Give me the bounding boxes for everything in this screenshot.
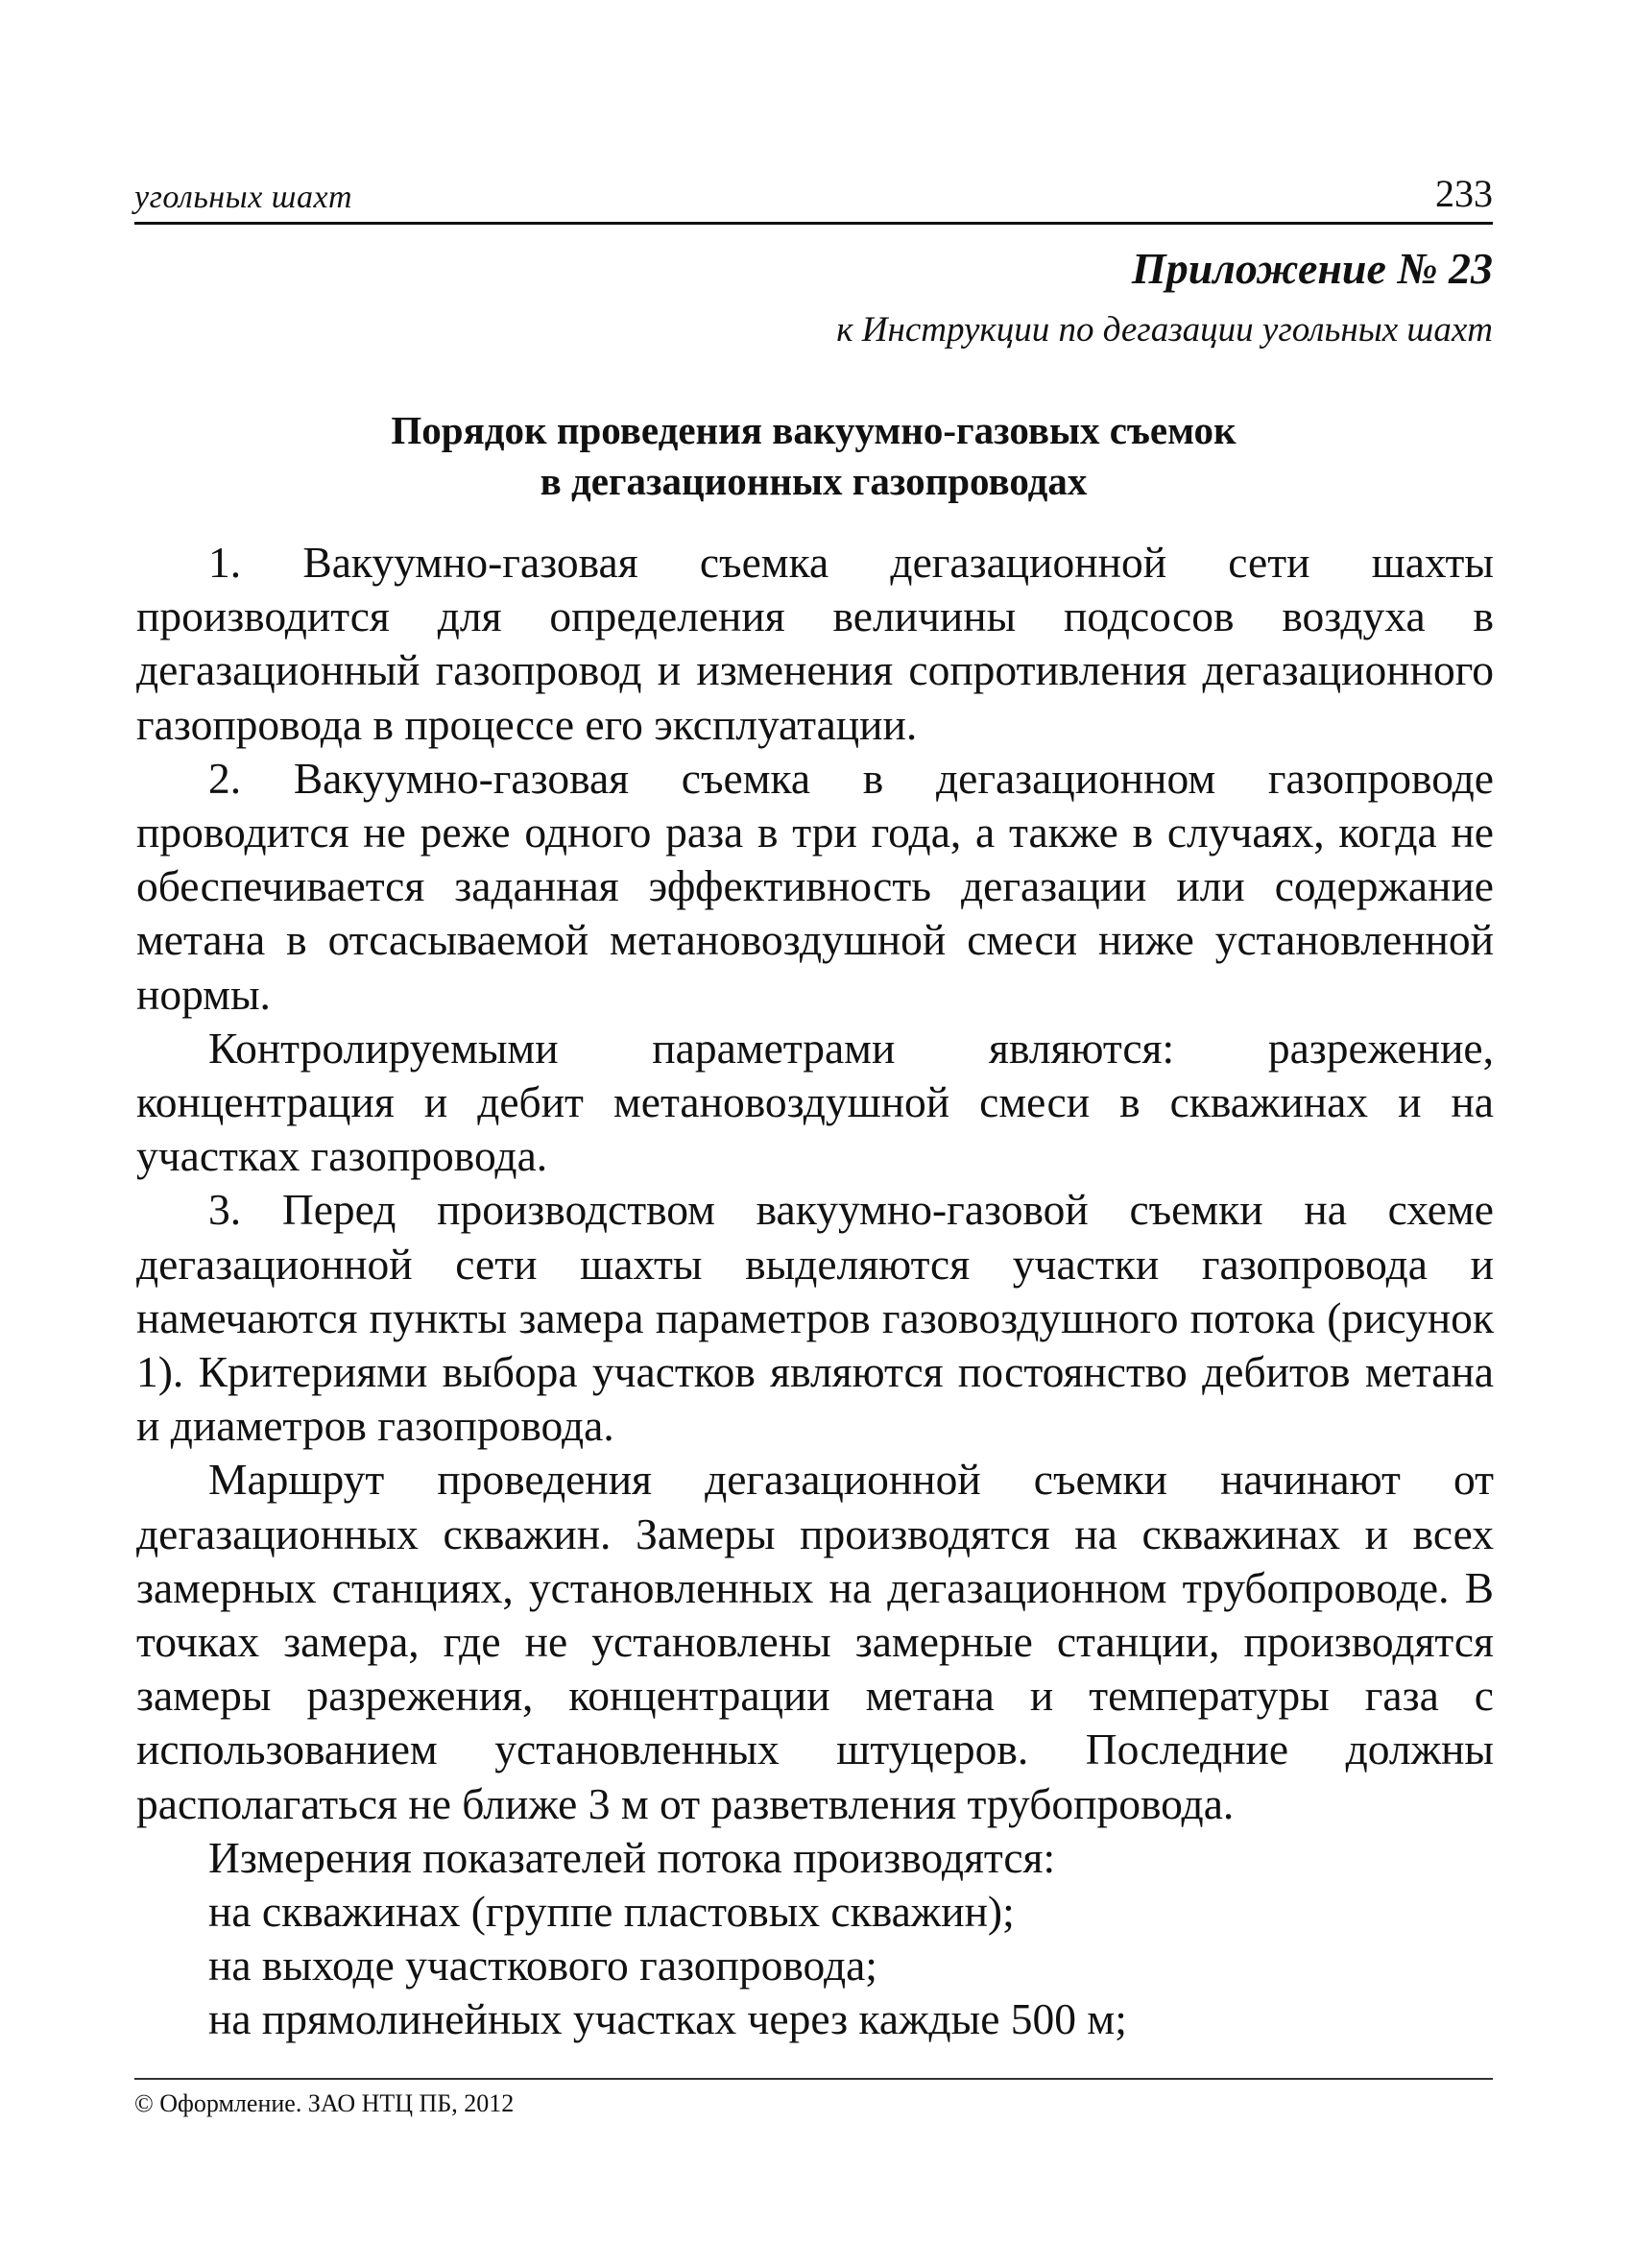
footer-divider — [134, 2078, 1493, 2080]
paragraph-route: Маршрут проведения дегазационной съемки начинают от дегазационных скважин. Замеры производятся на скважинах и всех замерных станциях, установленных на дегазационном трубопроводе. В точках замера, где не установлены замерные станции, производятся замеры разрежения, концентрации метана и температуры газа с использованием установленных штуцеров. Последние должны располагаться не ближе 3 м от разветвления трубопровода. — [136, 1455, 1494, 1828]
body-text — [136, 536, 1494, 2047]
page-number: 233 — [1435, 172, 1493, 215]
list-item: на выходе участкового газопровода; — [208, 1941, 877, 1991]
paragraph-1: 1. Вакуумно-газовая съемка дегазационной сети шахты производится для определения величины подсосов воздуха в дегазационный газопровод и изменения сопротивления дегазационного газопровода в процессе его эксплуатации. — [136, 538, 1494, 749]
running-title: угольных шахт — [134, 180, 353, 215]
paragraph-2: 2. Вакуумно-газовая съемка в дегазационном газопроводе проводится не реже одного раза в три года, а также в случаях, когда не обеспечивается заданная эффективность дегазации или содержание метана в отсасываемой метановоздушной смеси ниже установленной нормы. — [136, 753, 1494, 1019]
section-title-line-1: Порядок проведения вакуумно-газовых съемок — [391, 408, 1237, 452]
running-header — [134, 168, 1493, 225]
section-title-line-2: в дегазационных газопроводах — [540, 459, 1088, 503]
appendix-subtitle: к Инструкции по дегазации угольных шахт — [836, 310, 1493, 350]
footer-copyright: © Оформление. ЗАО НТЦ ПБ, 2012 — [134, 2089, 515, 2117]
list-item: на прямолинейных участках через каждые 500 м; — [208, 1994, 1127, 2044]
appendix-title: Приложение № 23 — [1131, 244, 1493, 293]
paragraph-3: 3. Перед производством вакуумно-газовой съемки на схеме дегазационной сети шахты выделяются участки газопровода и намечаются пункты замера параметров газовоздушного потока (рисунок 1). Критериями выбора участков являются постоянство дебитов метана и диаметров газопровода. — [136, 1185, 1494, 1451]
paragraph-measurements-intro: Измерения показателей потока производятся: — [208, 1832, 1056, 1882]
paragraph-controlled-parameters: Контролируемыми параметрами являются: разрежение, концентрация и дебит метановоздушной смеси в скважинах и на участках газопровода. — [136, 1023, 1494, 1181]
list-item: на скважинах (группе пластовых скважин); — [208, 1887, 1015, 1937]
